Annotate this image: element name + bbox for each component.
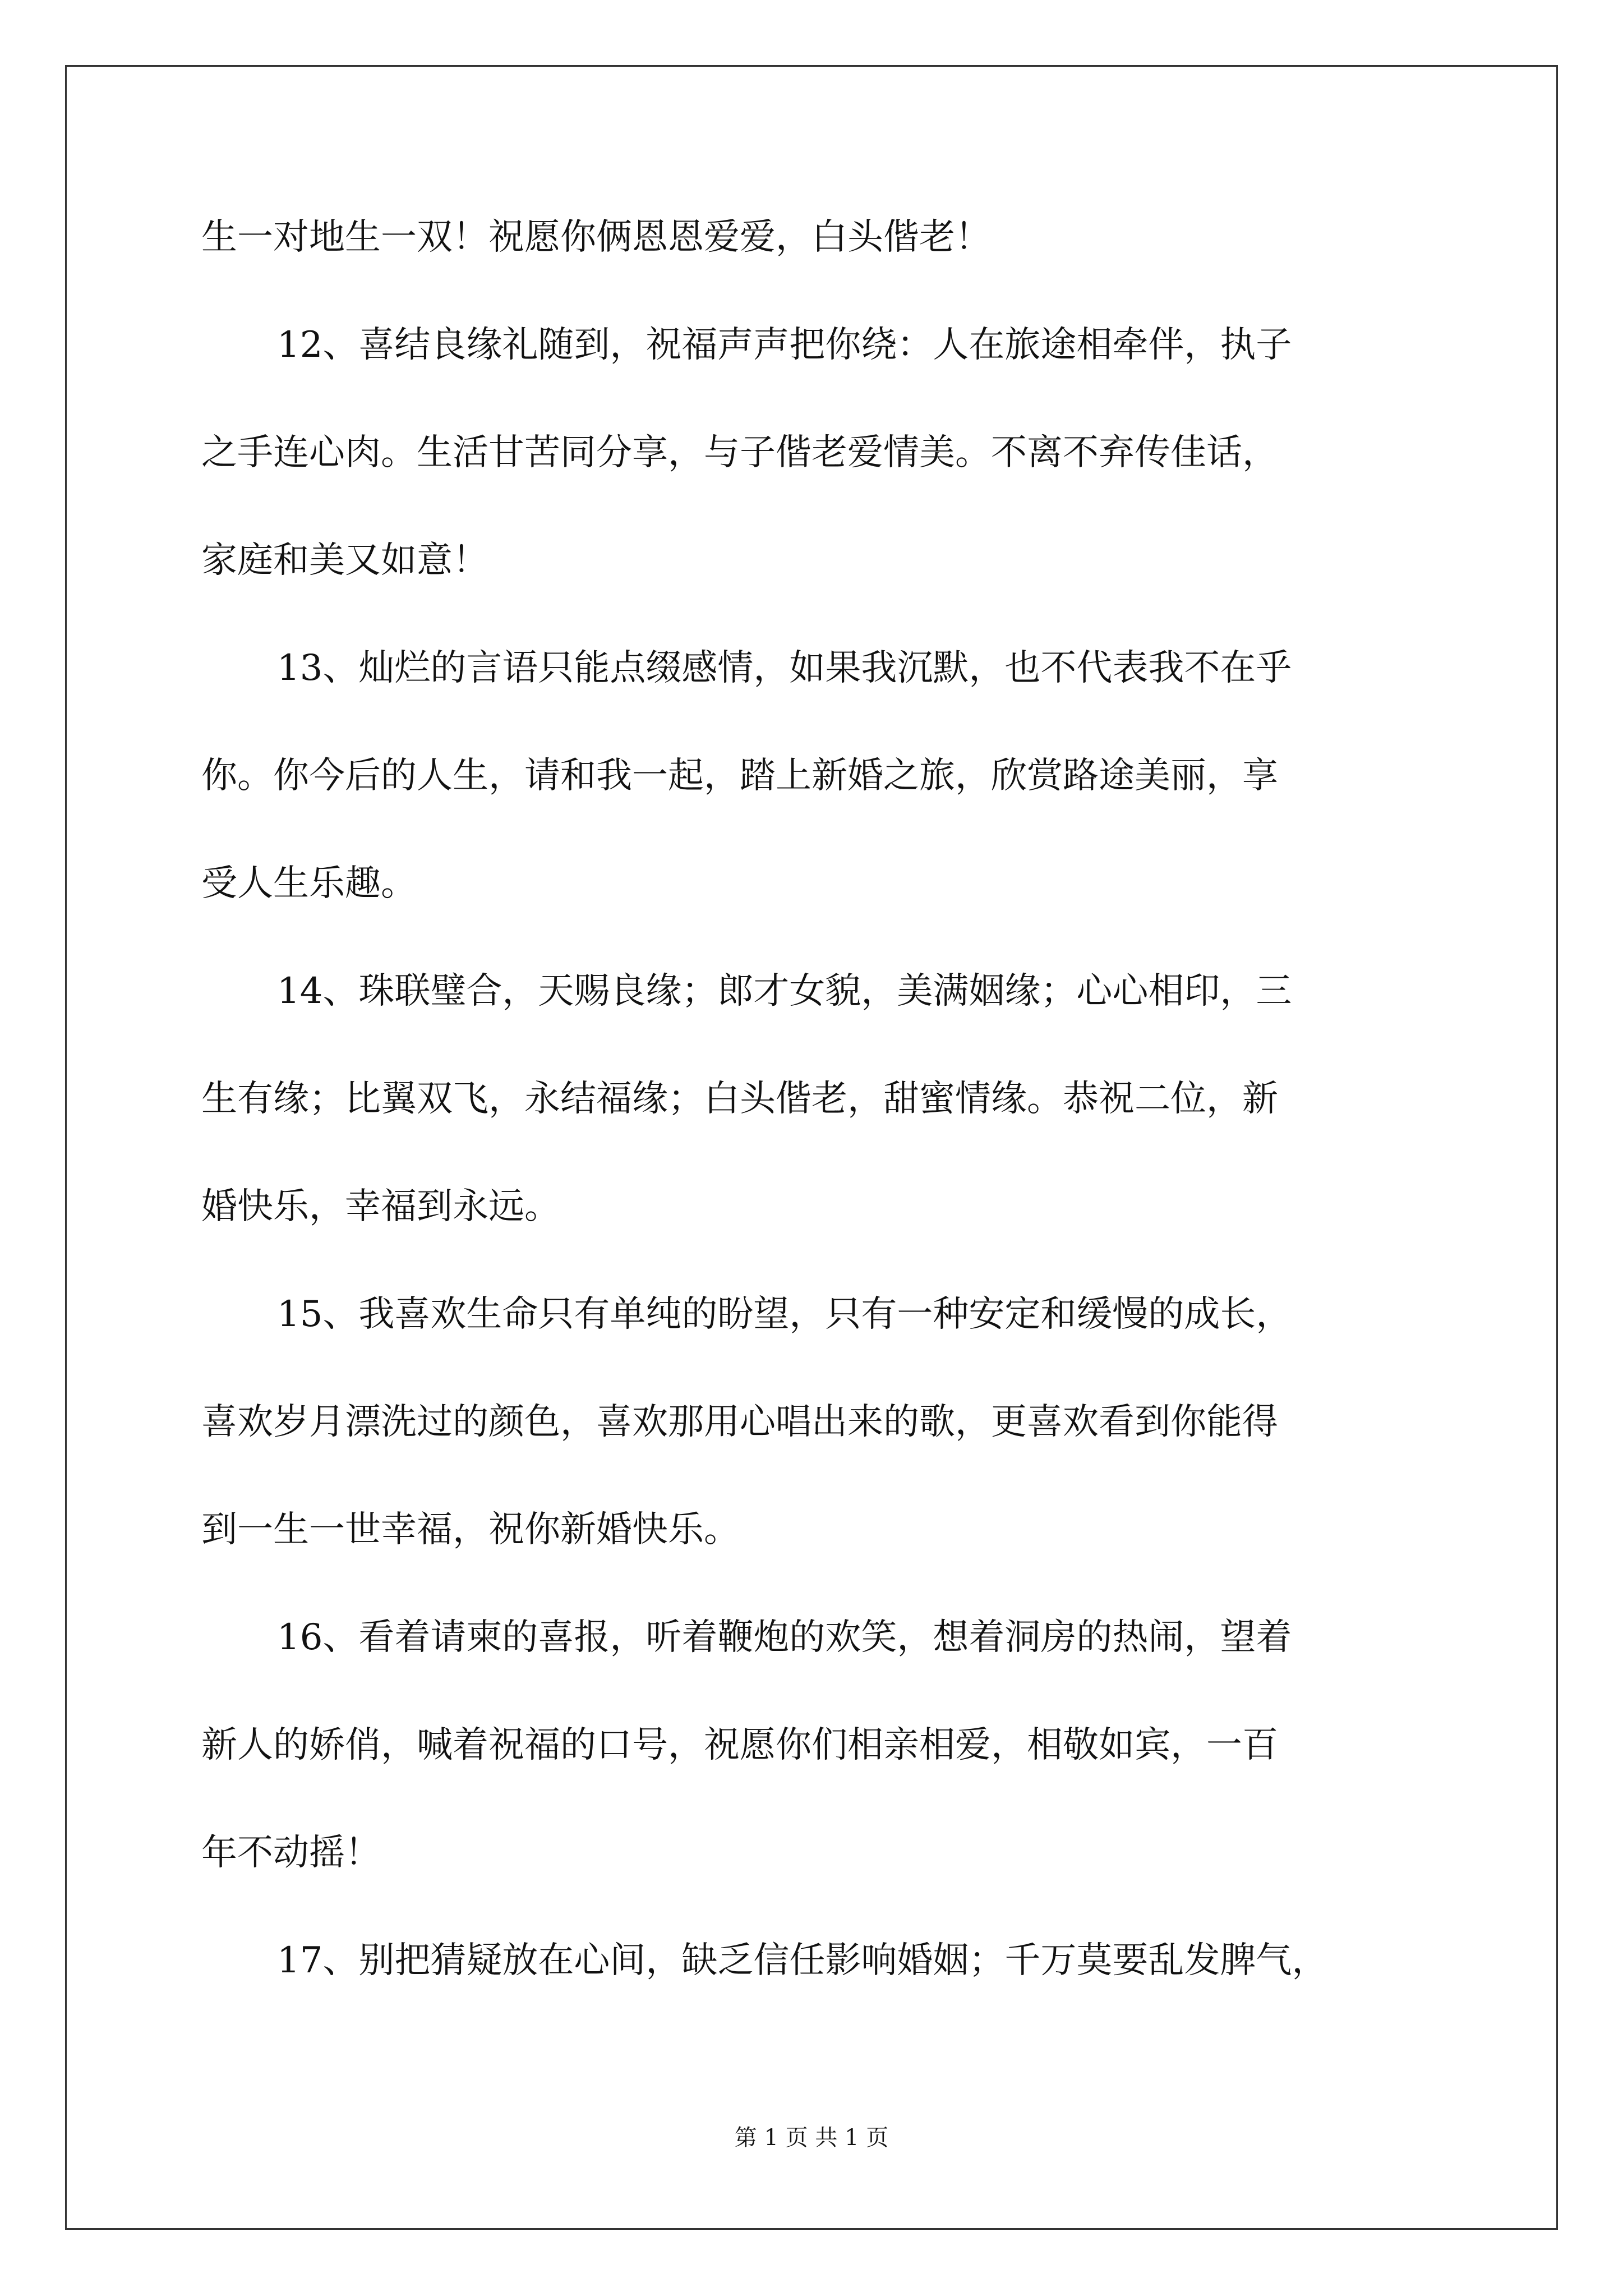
page-border <box>65 65 1558 2230</box>
text-line: 生有缘；比翼双飞，永结福缘；白头偕老，甜蜜情缘。恭祝二位，新 <box>201 1078 1278 1120</box>
text-line: 17、别把猜疑放在心间，缺乏信任影响婚姻；千万莫要乱发脾气， <box>277 1940 1328 1981</box>
text-line: 14、珠联璧合，天赐良缘；郎才女貌，美满姻缘；心心相印，三 <box>277 970 1292 1012</box>
text-line: 喜欢岁月漂洗过的颜色，喜欢那用心唱出来的歌，更喜欢看到你能得 <box>201 1401 1278 1443</box>
text-line: 到一生一世幸福，祝你新婚快乐。 <box>201 1509 740 1550</box>
text-line: 受人生乐趣。 <box>201 863 417 904</box>
text-line: 16、看着请柬的喜报，听着鞭炮的欢笑，想着洞房的热闹，望着 <box>277 1617 1292 1658</box>
page-number-footer: 第 1 页 共 1 页 <box>734 2125 889 2151</box>
text-line: 12、喜结良缘礼随到，祝福声声把你绕：人在旅途相牵伴，执子 <box>277 324 1292 366</box>
text-line: 之手连心肉。生活甘苦同分享，与子偕老爱情美。不离不弃传佳话， <box>201 432 1278 473</box>
text-line: 15、我喜欢生命只有单纯的盼望，只有一种安定和缓慢的成长， <box>277 1294 1292 1335</box>
text-line: 家庭和美又如意！ <box>201 540 488 581</box>
text-line: 新人的娇俏，喊着祝福的口号，祝愿你们相亲相爱，相敬如宾，一百 <box>201 1724 1278 1766</box>
text-line: 婚快乐，幸福到永远。 <box>201 1186 560 1227</box>
text-line: 你。你今后的人生，请和我一起，踏上新婚之旅，欣赏路途美丽，享 <box>201 755 1278 797</box>
text-line: 年不动摇！ <box>201 1832 381 1874</box>
text-line: 13、灿烂的言语只能点缀感情，如果我沉默，也不代表我不在乎 <box>277 647 1292 689</box>
text-line: 生一对地生一双！祝愿你俩恩恩爱爱，白头偕老！ <box>201 217 991 258</box>
